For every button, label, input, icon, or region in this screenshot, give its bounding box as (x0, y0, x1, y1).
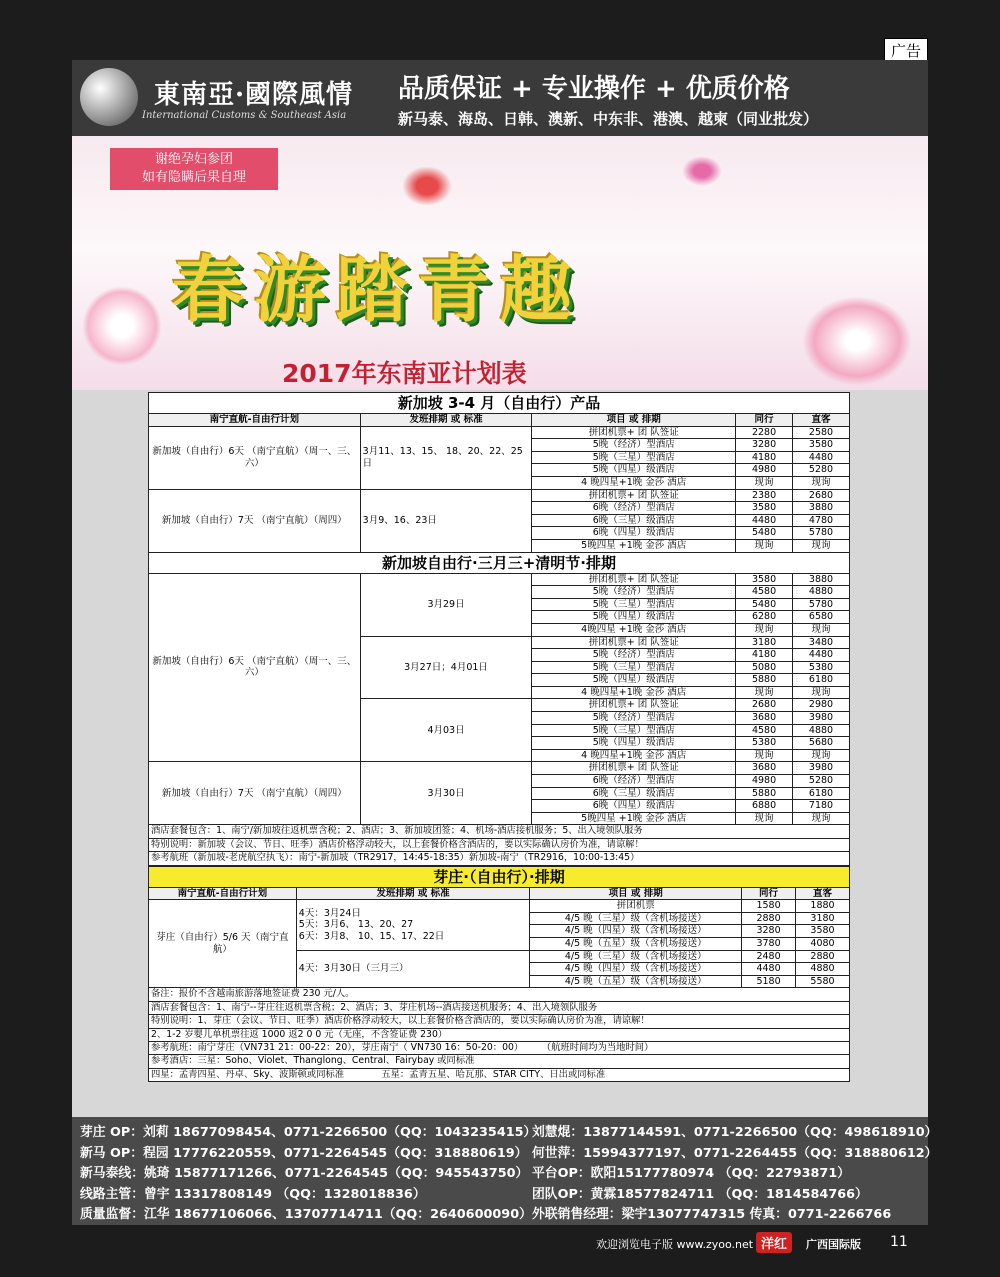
direct-price: 4880 (793, 586, 850, 599)
direct-price: 2880 (796, 950, 850, 963)
warning-line2: 如有隐瞒后果自理 (141, 170, 246, 185)
contact-left: 质量监督：江华 18677106066、13707714711（QQ：2640600090） (80, 1207, 532, 1222)
dates-cell: 3月11、13、15、 18、20、22、25日 (360, 426, 532, 489)
plan-cell: 新加坡（自由行）7天 （南宁直航）（周四） (149, 489, 361, 552)
direct-price: 5280 (793, 775, 850, 788)
contact-row (80, 1144, 937, 1163)
peer-price: 4980 (736, 775, 793, 788)
direct-price: 3180 (796, 912, 850, 925)
item-cell: 5晚（三星）型酒店 (532, 451, 736, 464)
column-header: 项目 或 排期 (530, 887, 742, 900)
peer-price: 3680 (736, 712, 793, 725)
table-row (149, 838, 850, 851)
footer-browse: 欢迎浏览电子版 www.zyoo.net (596, 1238, 754, 1251)
contact-row (80, 1205, 891, 1224)
direct-price: 现询 (793, 476, 850, 489)
direct-price: 现询 (793, 539, 850, 552)
item-cell: 6晚（四星）级酒店 (532, 527, 736, 540)
item-cell: 5晚（经济）型酒店 (532, 586, 736, 599)
peer-price: 4580 (736, 724, 793, 737)
peer-price: 1580 (742, 900, 796, 913)
footer-badge: 洋红 (756, 1232, 792, 1253)
direct-price: 2680 (793, 489, 850, 502)
direct-price: 4080 (796, 938, 850, 951)
direct-price: 7180 (793, 800, 850, 813)
note-line: 参考航班（新加坡-老虎航空执飞）：南宁-新加坡（TR2917，14:45-18:35）新加坡-南宁（TR2916，10:00-13:45） (149, 852, 850, 865)
table-row (149, 1055, 850, 1068)
table-row (149, 852, 850, 865)
note-line: 特别说明：1、芽庄（会议、节日、旺季）酒店价格浮动较大，以上套餐价格含酒店的，要以实际确认房价为准，请谅解！ (149, 1015, 850, 1028)
peer-price: 3180 (736, 636, 793, 649)
banner-subtitle: 2017年东南亚计划表 (282, 359, 527, 388)
contact-row (80, 1123, 937, 1142)
butterfly-icon (402, 166, 452, 206)
item-cell: 6晚（经济）型酒店 (532, 775, 736, 788)
peer-price: 现询 (736, 623, 793, 636)
direct-price: 3880 (793, 573, 850, 586)
peer-price: 5480 (736, 527, 793, 540)
dates-cell: 3月27日；4月01日 (360, 636, 532, 699)
table-row (149, 489, 850, 502)
item-cell: 4/5 晚（四星）级（含机场接送） (530, 925, 742, 938)
item-cell: 4/5 晚（四星）级（含机场接送） (530, 963, 742, 976)
warning-box (110, 148, 278, 190)
routes: 新马泰、海岛、日韩、澳新、中东非、港澳、越柬（同业批发） (398, 110, 819, 128)
column-header: 发班排期 或 标准 (360, 414, 532, 427)
direct-price: 3980 (793, 762, 850, 775)
direct-price: 现询 (793, 686, 850, 699)
item-cell: 拼团机票+ 团 队签证 (532, 636, 736, 649)
column-header: 发班排期 或 标准 (296, 887, 530, 900)
dates-cell: 4天：3月30日（三月三） (296, 950, 530, 988)
dates-cell (296, 900, 530, 950)
peer-price: 现询 (736, 812, 793, 825)
table-row (149, 1028, 850, 1041)
item-cell: 5晚（经济）型酒店 (532, 439, 736, 452)
direct-price: 4480 (793, 649, 850, 662)
note-line: 参考航班：南宁芽庄（VN731 21：00-22：20），芽庄南宁（ VN730 16：50-20：00） （航班时间均为当地时间） (149, 1042, 850, 1055)
peer-price: 2680 (736, 699, 793, 712)
contact-right: 何世萍：15994377197、0771-2264455（QQ：318880612） (532, 1145, 938, 1161)
peer-price: 4180 (736, 649, 793, 662)
item-cell: 5晚（经济）型酒店 (532, 649, 736, 662)
peer-price: 3280 (742, 925, 796, 938)
table-row (149, 1068, 850, 1081)
note-line: 酒店套餐包含：1、南宁/新加坡往返机票含税；2、酒店；3、新加坡团签；4、机场-酒店接机服务；5、出入境领队服务 (149, 825, 850, 838)
flower-icon (82, 286, 162, 366)
column-header: 南宁直航-自由行计划 (149, 414, 361, 427)
logo-text: 東南亞·國際風情 (154, 80, 354, 110)
direct-price: 现询 (793, 812, 850, 825)
item-cell: 6晚（三星）级酒店 (532, 514, 736, 527)
direct-price: 3480 (793, 636, 850, 649)
peer-price: 5880 (736, 674, 793, 687)
contact-row (80, 1164, 850, 1183)
direct-price: 现询 (793, 623, 850, 636)
butterfly-icon (682, 156, 722, 186)
direct-price: 5780 (793, 527, 850, 540)
section-title: 新加坡自由行·三月三+清明节·排期 (149, 552, 850, 573)
peer-price: 6280 (736, 611, 793, 624)
note-line: 酒店套餐包含：1、南宁--芽庄往返机票含税；2、酒店；3、芽庄机场--酒店接送机服务；4、出入境领队服务 (149, 1001, 850, 1014)
peer-price: 4480 (742, 963, 796, 976)
direct-price: 6180 (793, 787, 850, 800)
warning-line1: 谢绝孕妇参团 (154, 152, 233, 167)
page-number: 11 (890, 1234, 908, 1250)
item-cell: 6晚（四星）级酒店 (532, 800, 736, 813)
peer-price: 4980 (736, 464, 793, 477)
contact-right: 团队OP：黄霖18577824711 （QQ：1814584766） (532, 1186, 868, 1202)
table-row (149, 825, 850, 838)
table-row (149, 573, 850, 586)
contact-row (80, 1185, 868, 1204)
table-row (149, 887, 850, 900)
direct-price: 4880 (796, 963, 850, 976)
peer-price: 现询 (736, 539, 793, 552)
peer-price: 4480 (736, 514, 793, 527)
peer-price: 3580 (736, 502, 793, 515)
table-row (149, 988, 850, 1001)
peer-price: 2280 (736, 426, 793, 439)
direct-price: 4780 (793, 514, 850, 527)
peer-price: 3280 (736, 439, 793, 452)
footer (0, 1230, 1000, 1260)
logo-english: International Customs & Southeast Asia (142, 110, 347, 121)
item-cell: 拼团机票 (530, 900, 742, 913)
item-cell: 5晚（四星）级酒店 (532, 674, 736, 687)
item-cell: 拼团机票+ 团 队签证 (532, 426, 736, 439)
contact-left: 芽庄 OP：刘莉 18677098454、0771-2266500（QQ：1043235415） (80, 1125, 537, 1140)
peer-price: 5480 (736, 598, 793, 611)
peer-price: 现询 (736, 686, 793, 699)
direct-price: 5280 (793, 464, 850, 477)
footer-edition: 广西国际版 (806, 1238, 861, 1251)
table-row (149, 1015, 850, 1028)
item-cell: 4晚四星 +1晚 金莎 酒店 (532, 623, 736, 636)
peer-price: 2380 (736, 489, 793, 502)
column-header: 项目 或 排期 (532, 414, 736, 427)
dates-cell: 4月03日 (360, 699, 532, 762)
direct-price: 3980 (793, 712, 850, 725)
slogan: 品质保证 + 专业操作 + 优质价格 (398, 74, 790, 104)
contact-right: 平台OP：欧阳15177780974 （QQ：22793871） (532, 1166, 851, 1181)
item-cell: 5晚（四星）级酒店 (532, 737, 736, 750)
column-header: 直客 (793, 414, 850, 427)
contacts (72, 1117, 938, 1225)
peer-price: 现询 (736, 476, 793, 489)
column-header: 直客 (796, 887, 850, 900)
direct-price: 6180 (793, 674, 850, 687)
item-cell: 4/5 晚（三星）级（含机场接送） (530, 950, 742, 963)
direct-price: 5580 (796, 975, 850, 988)
flyer-page (72, 60, 938, 1225)
direct-price: 现询 (793, 749, 850, 762)
date-line: 5天：3月6、 13、20、27 (298, 919, 414, 931)
date-line: 4天：3月24日 (298, 907, 361, 919)
plan-cell: 芽庄（自由行）5/6 天（南宁直航） (149, 900, 297, 988)
dates-cell: 3月29日 (360, 573, 532, 636)
table-row (149, 414, 850, 427)
note-line: 2、1-2 岁婴儿单机票往返 1000 返2 0 0 元（无座，不含签证费 230） (149, 1028, 850, 1041)
item-cell: 5晚（三星）型酒店 (532, 661, 736, 674)
contact-left: 新马泰线：姚琦 15877171266、0771-2264545（QQ：945543750） (80, 1166, 529, 1181)
plan-cell: 新加坡（自由行）7天 （南宁直航）（周四） (149, 762, 361, 825)
item-cell: 5晚（四星）级酒店 (532, 611, 736, 624)
table-row (149, 393, 850, 414)
plan-cell: 新加坡（自由行）6天 （南宁直航）（周一、三、六） (149, 426, 361, 489)
peer-price: 3580 (736, 573, 793, 586)
direct-price: 2580 (793, 426, 850, 439)
direct-price: 2980 (793, 699, 850, 712)
header (72, 60, 928, 136)
peer-price: 3680 (736, 762, 793, 775)
plan-cell: 新加坡（自由行）6天 （南宁直航）（周一、三、六） (149, 573, 361, 762)
section-title: 芽庄·（自由行）·排期 (149, 866, 850, 887)
peer-price: 3780 (742, 938, 796, 951)
direct-price: 5780 (793, 598, 850, 611)
table-row (149, 552, 850, 573)
peer-price: 现询 (736, 749, 793, 762)
peer-price: 5880 (736, 787, 793, 800)
table-row (149, 762, 850, 775)
table-row (149, 426, 850, 439)
column-header: 同行 (736, 414, 793, 427)
direct-price: 3880 (793, 502, 850, 515)
direct-price: 5680 (793, 737, 850, 750)
direct-price: 3580 (793, 439, 850, 452)
peer-price: 5080 (736, 661, 793, 674)
globe-logo-icon (80, 68, 138, 126)
item-cell: 6晚（三星）级酒店 (532, 787, 736, 800)
item-cell: 5晚（四星）级酒店 (532, 464, 736, 477)
contact-right: 刘慧焜：13877144591、0771-2266500（QQ：498618910） (532, 1125, 938, 1140)
price-tables (148, 392, 850, 1082)
item-cell: 5晚（经济）型酒店 (532, 712, 736, 725)
singapore-table (148, 392, 850, 866)
item-cell: 4 晚四星+1晚 金莎 酒店 (532, 476, 736, 489)
note-line: 特别说明：新加坡（会议、节日、旺季）酒店价格浮动较大，以上套餐价格含酒店的，要以实际确认房价为准，请谅解！ (149, 838, 850, 851)
item-cell: 5晚四星 +1晚 金莎 酒店 (532, 539, 736, 552)
peer-price: 4580 (736, 586, 793, 599)
item-cell: 4 晚四星+1晚 金莎 酒店 (532, 749, 736, 762)
note-line: 四星：孟青四星、丹卓、Sky、波斯顿或同标准 五星：孟青五星、哈瓦那、STAR CITY、日出或同标准 (149, 1068, 850, 1081)
date-line: 6天：3月8、 10、15、17、22日 (298, 930, 445, 942)
peer-price: 5180 (742, 975, 796, 988)
contact-right: 外联销售经理：梁宇13077747315 传真：0771-2266766 (532, 1207, 892, 1222)
direct-price: 4880 (793, 724, 850, 737)
dates-cell: 3月30日 (360, 762, 532, 825)
item-cell: 5晚（三星）型酒店 (532, 598, 736, 611)
item-cell: 拼团机票+ 团 队签证 (532, 699, 736, 712)
table-row (149, 900, 850, 913)
item-cell: 5晚（三星）型酒店 (532, 724, 736, 737)
section-title: 新加坡 3-4 月（自由行）产品 (149, 393, 850, 414)
direct-price: 3580 (796, 925, 850, 938)
item-cell: 拼团机票+ 团 队签证 (532, 762, 736, 775)
note-line: 备注：报价不含越南旅游落地签证费 230 元/人。 (149, 988, 850, 1001)
banner (72, 136, 928, 390)
item-cell: 拼团机票+ 团 队签证 (532, 489, 736, 502)
direct-price: 5380 (793, 661, 850, 674)
direct-price: 4480 (793, 451, 850, 464)
peer-price: 5380 (736, 737, 793, 750)
table-row (149, 1042, 850, 1055)
banner-title: 春游踏青趣 (172, 248, 583, 332)
nhatrang-table (148, 866, 850, 1083)
flower-icon (802, 296, 912, 386)
item-cell: 4/5 晚（三星）级（含机场接送） (530, 912, 742, 925)
direct-price: 1880 (796, 900, 850, 913)
contact-left: 新马 OP：程园 17776220559、0771-2264545（QQ：318880619） (80, 1145, 528, 1161)
column-header: 同行 (742, 887, 796, 900)
item-cell: 5晚四星 +1晚 金莎 酒店 (532, 812, 736, 825)
peer-price: 2480 (742, 950, 796, 963)
peer-price: 2880 (742, 912, 796, 925)
item-cell: 4 晚四星+1晚 金莎 酒店 (532, 686, 736, 699)
item-cell: 4/5 晚（五星）级（含机场接送） (530, 975, 742, 988)
table-row (149, 1001, 850, 1014)
table-row (149, 866, 850, 887)
direct-price: 6580 (793, 611, 850, 624)
column-header: 南宁直航-自由行计划 (149, 887, 297, 900)
ad-tag: 广告 (884, 38, 928, 63)
item-cell: 4/5 晚（五星）级（含机场接送） (530, 938, 742, 951)
note-line: 参考酒店：三星：Soho、Violet、Thanglong、Central、Fairybay 或同标准 (149, 1055, 850, 1068)
dates-cell: 3月9、16、23日 (360, 489, 532, 552)
item-cell: 6晚（经济）型酒店 (532, 502, 736, 515)
peer-price: 4180 (736, 451, 793, 464)
peer-price: 6880 (736, 800, 793, 813)
contact-left: 线路主管：曾宇 13317808149 （QQ：1328018836） (80, 1186, 426, 1202)
item-cell: 拼团机票+ 团 队签证 (532, 573, 736, 586)
